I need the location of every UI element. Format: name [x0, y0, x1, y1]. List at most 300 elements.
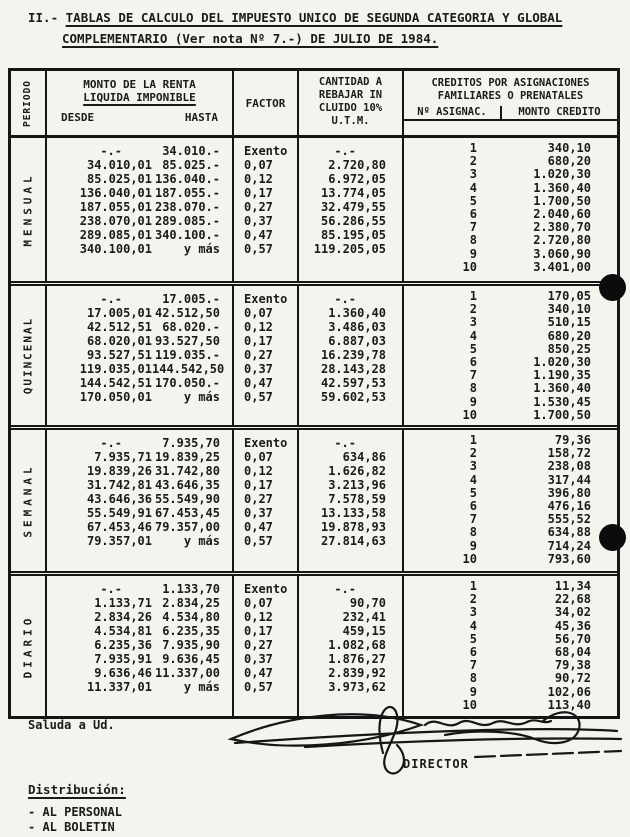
creditos-body: [402, 430, 617, 571]
cantidad-value: 90,70: [349, 596, 386, 610]
hasta-value: 238.070.-: [154, 200, 220, 214]
table-row: [47, 200, 402, 214]
monto-credito-value: 680,20: [547, 154, 591, 169]
credito-row: [404, 474, 617, 487]
table-row: [47, 228, 402, 242]
hasta-value: 17.005.-: [162, 292, 220, 306]
desde-value: 238.070,01: [79, 214, 152, 228]
hasta-column-header: HASTA: [184, 111, 218, 124]
monto-credito-value: 793,60: [547, 551, 591, 566]
column-divider: [297, 430, 299, 571]
monto-credito-value: 2.380,70: [533, 220, 591, 235]
cantidad-value: 3.973,62: [328, 680, 386, 694]
asignaciones-count: 1: [469, 433, 477, 447]
cantidad-value: 16.239,78: [320, 348, 386, 362]
asignaciones-count: 8: [469, 671, 477, 686]
desde-value: -.-: [100, 582, 122, 596]
cantidad-value: 232,41: [342, 610, 386, 624]
monto-credito-value: 850,25: [547, 341, 591, 356]
monto-credito-value: 1.530,45: [533, 394, 591, 409]
document-title: [28, 7, 562, 49]
hasta-value: 68.020.-: [162, 320, 220, 334]
period-vertical-label: SEMANAL: [21, 463, 35, 538]
factor-value: Exento: [244, 292, 288, 306]
signature-scribble: [225, 695, 625, 787]
tax-table: [8, 68, 620, 719]
cantidad-value: 85.195,05: [320, 228, 386, 242]
header-body: [47, 71, 402, 135]
monto-credito-value: 3.060,90: [533, 246, 591, 261]
factor-value: 0,17: [244, 186, 273, 200]
hasta-value: 187.055.-: [154, 186, 220, 200]
cantidad-value: 32.479,55: [320, 200, 386, 214]
table-row: [47, 492, 402, 506]
monto-credito-value: 2.720,80: [533, 233, 591, 248]
monto-credito-value: 714,24: [547, 538, 591, 553]
monto-credito-value: 1.020,30: [533, 167, 591, 182]
creditos-header-line1: CREDITOS POR ASIGNACIONES: [431, 77, 590, 89]
asignaciones-count: 4: [469, 472, 477, 487]
asignaciones-count: 7: [469, 512, 477, 527]
hasta-value: 170.050.-: [154, 376, 220, 390]
credito-row: [404, 633, 617, 646]
monto-credito-value: 317,44: [547, 472, 591, 487]
table-row: [47, 450, 402, 464]
asignaciones-count: 5: [469, 341, 477, 356]
column-divider: [297, 286, 299, 425]
period-block-semanal: [11, 425, 617, 571]
desde-value: -.-: [100, 292, 122, 306]
factor-value: 0,27: [244, 348, 273, 362]
monto-credito-value: 555,52: [547, 512, 591, 527]
hasta-value: y más: [183, 390, 220, 404]
credito-row: [404, 382, 617, 395]
credito-row: [404, 672, 617, 685]
credito-row: [404, 553, 617, 566]
hasta-value: 79.357,00: [154, 520, 220, 534]
credito-row: [404, 526, 617, 539]
factor-value: 0,37: [244, 214, 273, 228]
title-prefix: II.-: [28, 10, 59, 25]
hasta-value: 289.085.-: [154, 214, 220, 228]
closing-salutation: Saluda a Ud.: [28, 718, 115, 732]
hasta-value: 11.337,00: [154, 666, 220, 680]
monto-header-line1: MONTO DE LA RENTA: [83, 78, 196, 91]
period-vertical-label: DIARIO: [21, 614, 35, 678]
creditos-body: [402, 286, 617, 425]
monto-credito-value: 45,36: [554, 618, 591, 633]
cantidad-value: 634,86: [342, 450, 386, 464]
desde-value: 4.534,81: [94, 624, 152, 638]
hasta-value: 1.133,70: [162, 582, 220, 596]
monto-credito-value: 1.020,30: [533, 354, 591, 369]
hasta-value: 6.235,35: [162, 624, 220, 638]
credito-row: [404, 460, 617, 473]
cantidad-value: 119.205,05: [313, 242, 386, 256]
factor-value: 0,47: [244, 666, 273, 680]
monto-credito-value: 79,38: [554, 658, 591, 673]
column-divider: [297, 138, 299, 281]
table-row: [47, 306, 402, 320]
hasta-value: 4.534,80: [162, 610, 220, 624]
asignaciones-count: 10: [462, 551, 477, 566]
factor-value: 0,37: [244, 506, 273, 520]
hasta-value: 43.646,35: [154, 478, 220, 492]
table-row: [47, 464, 402, 478]
hasta-value: 7.935,90: [162, 638, 220, 652]
rates-body: [47, 286, 402, 425]
asignaciones-count: 7: [469, 368, 477, 383]
desde-value: -.-: [100, 144, 122, 158]
table-row: [47, 362, 402, 376]
monto-header-line2: LIQUIDA IMPONIBLE: [83, 91, 196, 104]
hasta-value: 119.035.-: [154, 348, 220, 362]
factor-value: 0,12: [244, 610, 273, 624]
column-divider: [232, 138, 234, 281]
director-label: DIRECTOR: [403, 757, 469, 771]
asignaciones-count: 5: [469, 631, 477, 646]
factor-value: 0,27: [244, 638, 273, 652]
table-row: [47, 624, 402, 638]
desde-value: 289.085,01: [79, 228, 152, 242]
period-block-quincenal: [11, 281, 617, 425]
desde-value: 2.834,26: [94, 610, 152, 624]
desde-value: 19.839,26: [86, 464, 152, 478]
hasta-value: y más: [183, 242, 220, 256]
monto-credito-value: 1.360,40: [533, 381, 591, 396]
table-row: [47, 478, 402, 492]
asignaciones-count: 7: [469, 220, 477, 235]
asignaciones-count: 6: [469, 498, 477, 513]
desde-value: 67.453,46: [86, 520, 152, 534]
asignaciones-count: 3: [469, 459, 477, 474]
credito-row: [404, 316, 617, 329]
asignaciones-count: 10: [462, 697, 477, 712]
title-text-2: COMPLEMENTARIO (Ver nota Nº 7.-) DE JULIO DE 1984.: [62, 31, 439, 46]
hasta-value: 136.040.-: [154, 172, 220, 186]
cantidad-header-line4: U.T.M.: [331, 115, 370, 127]
credito-row: [404, 182, 617, 195]
desde-value: 85.025,01: [86, 172, 152, 186]
asignaciones-count: 4: [469, 618, 477, 633]
cantidad-header-line1: CANTIDAD A: [318, 76, 383, 88]
factor-value: 0,57: [244, 680, 273, 694]
desde-value: 68.020,01: [86, 334, 152, 348]
column-divider: [232, 430, 234, 571]
monto-credito-value: 22,68: [554, 592, 591, 607]
hole-punch-icon: [599, 524, 626, 551]
cantidad-value: 6.887,03: [328, 334, 386, 348]
table-row: [47, 596, 402, 610]
cantidad-value: 1.626,82: [328, 464, 386, 478]
desde-value: 6.235,36: [94, 638, 152, 652]
asignaciones-count: 9: [469, 538, 477, 553]
cantidad-value: -.-: [334, 436, 356, 450]
cantidad-header-line2: REBAJAR IN: [318, 89, 383, 101]
factor-value: 0,07: [244, 596, 273, 610]
factor-value: Exento: [244, 144, 288, 158]
cantidad-header-line3: CLUIDO 10%: [318, 102, 383, 114]
factor-value: 0,37: [244, 652, 273, 666]
cantidad-value: 1.360,40: [328, 306, 386, 320]
monto-credito-value: 476,16: [547, 498, 591, 513]
desde-value: 17.005,01: [86, 306, 152, 320]
header-factor-cell: FACTOR: [245, 96, 286, 110]
hasta-value: 85.025.-: [162, 158, 220, 172]
monto-credito-value: 396,80: [547, 485, 591, 500]
hasta-value: 144.542,50: [152, 362, 225, 376]
factor-value: 0,37: [244, 362, 273, 376]
cantidad-value: 13.133,58: [320, 506, 386, 520]
asignaciones-count: 3: [469, 605, 477, 620]
list-item: - AL PERSONAL: [28, 805, 122, 819]
monto-credito-value: 1.700,50: [533, 193, 591, 208]
asignaciones-count: 5: [469, 193, 477, 208]
asignaciones-count: 1: [469, 579, 477, 593]
hasta-value: 93.527,50: [154, 334, 220, 348]
desde-value: 43.646,36: [86, 492, 152, 506]
monto-credito-value: 90,72: [554, 671, 591, 686]
asignaciones-count: 9: [469, 684, 477, 699]
desde-value: 55.549,91: [86, 506, 152, 520]
desde-value: 119.035,01: [79, 362, 152, 376]
factor-value: 0,12: [244, 172, 273, 186]
distribucion-title-text: Distribución:: [28, 782, 126, 797]
header-cantidad-cell: [299, 71, 402, 135]
asignaciones-count: 4: [469, 328, 477, 343]
table-row: [47, 334, 402, 348]
desde-value: 136.040,01: [79, 186, 152, 200]
column-divider: [232, 71, 234, 135]
table-row: [47, 144, 402, 158]
num-asignac-column-header: Nº ASIGNAC.: [404, 106, 502, 121]
creditos-body: [402, 138, 617, 281]
factor-value: 0,12: [244, 320, 273, 334]
asignaciones-count: 8: [469, 381, 477, 396]
table-row: [47, 534, 402, 548]
table-row: [47, 436, 402, 450]
factor-value: 0,12: [244, 464, 273, 478]
table-row: [47, 242, 402, 256]
period-vertical-label: MENSUAL: [21, 172, 35, 247]
column-divider: [232, 286, 234, 425]
desde-value: 93.527,51: [86, 348, 152, 362]
asignaciones-count: 7: [469, 658, 477, 673]
monto-credito-value: 1.700,50: [533, 407, 591, 422]
monto-credito-column-header: MONTO CREDITO: [502, 106, 617, 121]
cantidad-value: 1.082,68: [328, 638, 386, 652]
table-row: [47, 666, 402, 680]
table-row: [47, 638, 402, 652]
cantidad-value: 28.143,28: [320, 362, 386, 376]
asignaciones-count: 4: [469, 180, 477, 195]
factor-value: 0,27: [244, 200, 273, 214]
monto-credito-value: 634,88: [547, 525, 591, 540]
column-divider: [297, 71, 299, 135]
factor-value: 0,57: [244, 390, 273, 404]
credito-row: [404, 606, 617, 619]
hasta-value: 67.453,45: [154, 506, 220, 520]
hasta-value: 19.839,25: [154, 450, 220, 464]
list-item: - AL BOLETIN: [28, 820, 115, 834]
credito-row: [404, 248, 617, 261]
credito-row: [404, 261, 617, 274]
monto-credito-value: 102,06: [547, 684, 591, 699]
asignaciones-count: 3: [469, 315, 477, 330]
table-row: [47, 348, 402, 362]
cantidad-value: 2.839,92: [328, 666, 386, 680]
asignaciones-count: 1: [469, 141, 477, 155]
table-row: [47, 582, 402, 596]
asignaciones-count: 2: [469, 446, 477, 461]
desde-value: 34.010,01: [86, 158, 152, 172]
asignaciones-count: 3: [469, 167, 477, 182]
asignaciones-count: 9: [469, 246, 477, 261]
period-label-cell: [11, 430, 47, 571]
cantidad-value: 13.774,05: [320, 186, 386, 200]
table-row: [47, 158, 402, 172]
credito-row: [404, 330, 617, 343]
table-row: [47, 506, 402, 520]
cantidad-value: 6.972,05: [328, 172, 386, 186]
desde-value: 144.542,51: [79, 376, 152, 390]
monto-credito-value: 3.401,00: [533, 259, 591, 274]
table-row: [47, 610, 402, 624]
factor-value: 0,57: [244, 242, 273, 256]
hole-punch-icon: [599, 274, 626, 301]
desde-value: 42.512,51: [86, 320, 152, 334]
rates-body: [47, 430, 402, 571]
asignaciones-count: 9: [469, 394, 477, 409]
cantidad-value: -.-: [334, 292, 356, 306]
monto-credito-value: 510,15: [547, 315, 591, 330]
credito-row: [404, 620, 617, 633]
period-label-cell: [11, 138, 47, 281]
title-line-1: [28, 7, 562, 28]
monto-credito-value: 68,04: [554, 644, 591, 659]
monto-credito-value: 113,40: [547, 697, 591, 712]
asignaciones-count: 2: [469, 592, 477, 607]
desde-column-header: DESDE: [61, 111, 95, 124]
asignaciones-count: 8: [469, 233, 477, 248]
factor-value: 0,27: [244, 492, 273, 506]
desde-value: 1.133,71: [94, 596, 152, 610]
desde-value: 7.935,91: [94, 652, 152, 666]
distribucion-heading: [28, 782, 126, 797]
factor-value: 0,17: [244, 478, 273, 492]
cantidad-value: 7.578,59: [328, 492, 386, 506]
rates-body: [47, 138, 402, 281]
factor-value: 0,17: [244, 334, 273, 348]
table-row: [47, 172, 402, 186]
header-monto-cell: [47, 71, 232, 135]
asignaciones-count: 2: [469, 302, 477, 317]
monto-credito-value: 680,20: [547, 328, 591, 343]
table-row: [47, 214, 402, 228]
hasta-value: 2.834,25: [162, 596, 220, 610]
desde-value: 187.055,01: [79, 200, 152, 214]
hasta-value: 9.636,45: [162, 652, 220, 666]
distribucion-list: [28, 805, 122, 835]
hasta-value: 55.549,90: [154, 492, 220, 506]
hasta-value: y más: [183, 680, 220, 694]
title-text-1: TABLAS DE CALCULO DEL IMPUESTO UNICO DE SEGUNDA CATEGORIA Y GLOBAL: [65, 10, 563, 25]
periodo-vertical-label: PERIODO: [22, 79, 34, 127]
monto-credito-value: 340,10: [547, 141, 591, 155]
asignaciones-count: 5: [469, 485, 477, 500]
asignaciones-count: 8: [469, 525, 477, 540]
credito-row: [404, 195, 617, 208]
cantidad-value: -.-: [334, 582, 356, 596]
monto-credito-value: 238,08: [547, 459, 591, 474]
title-line-2: [62, 28, 562, 49]
cantidad-value: 59.602,53: [320, 390, 386, 404]
header-creditos-cell: [402, 71, 617, 135]
asignaciones-count: 10: [462, 407, 477, 422]
hasta-value: y más: [183, 534, 220, 548]
period-label-cell: [11, 576, 47, 716]
desde-value: 31.742,81: [86, 478, 152, 492]
hasta-value: 42.512,50: [154, 306, 220, 320]
monto-credito-value: 56,70: [554, 631, 591, 646]
credito-row: [404, 234, 617, 247]
desde-value: 9.636,46: [94, 666, 152, 680]
credito-row: [404, 409, 617, 422]
table-row: [47, 292, 402, 306]
monto-credito-value: 1.360,40: [533, 180, 591, 195]
cantidad-value: 19.878,93: [320, 520, 386, 534]
monto-credito-value: 340,10: [547, 302, 591, 317]
monto-credito-value: 170,05: [547, 289, 591, 303]
desde-value: 79.357,01: [86, 534, 152, 548]
cantidad-value: 2.720,80: [328, 158, 386, 172]
factor-value: 0,47: [244, 520, 273, 534]
asignaciones-count: 6: [469, 644, 477, 659]
table-header: [11, 71, 617, 138]
credito-row: [404, 540, 617, 553]
factor-value: Exento: [244, 436, 288, 450]
cantidad-value: 459,15: [342, 624, 386, 638]
hasta-value: 34.010.-: [162, 144, 220, 158]
header-periodo-cell: [11, 71, 47, 135]
cantidad-value: 1.876,27: [328, 652, 386, 666]
factor-value: 0,07: [244, 306, 273, 320]
asignaciones-count: 1: [469, 289, 477, 303]
cantidad-value: 56.286,55: [320, 214, 386, 228]
desde-value: 11.337,01: [86, 680, 152, 694]
hasta-value: 31.742,80: [154, 464, 220, 478]
table-row: [47, 390, 402, 404]
credito-row: [404, 168, 617, 181]
cantidad-value: 27.814,63: [320, 534, 386, 548]
table-row: [47, 376, 402, 390]
monto-credito-value: 34,02: [554, 605, 591, 620]
factor-value: 0,47: [244, 376, 273, 390]
table-row: [47, 680, 402, 694]
asignaciones-count: 6: [469, 354, 477, 369]
credito-row: [404, 396, 617, 409]
desde-value: 340.100,01: [79, 242, 152, 256]
factor-value: 0,07: [244, 158, 273, 172]
factor-value: 0,57: [244, 534, 273, 548]
desde-value: 7.935,71: [94, 450, 152, 464]
cantidad-value: 42.597,53: [320, 376, 386, 390]
factor-value: 0,47: [244, 228, 273, 242]
table-row: [47, 320, 402, 334]
cantidad-value: 3.486,03: [328, 320, 386, 334]
period-label-cell: [11, 286, 47, 425]
monto-credito-value: 79,36: [554, 433, 591, 447]
